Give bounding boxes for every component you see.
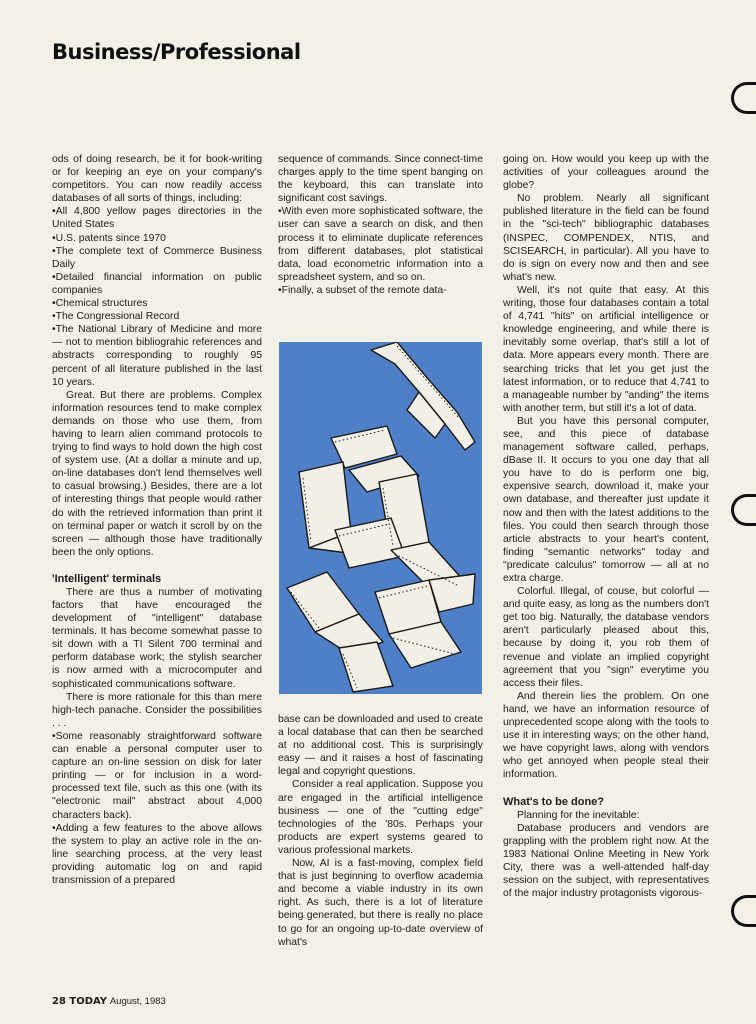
list-item: •U.S. patents since 1970 [52,232,166,244]
list-item: •Adding a few features to the above allows the system to play an active role in the on-line searching process, at the very least providing automatic log on and rapid transmission of a prepared [52,822,262,886]
list-item: •Some reasonably straightforward software can enable a personal computer user to capture an on-line session on disk for later printing — or for inclusion in a word-processed text file, such as this one (with its "electronic mail" abstract about 4,000 characters back). [52,730,262,821]
subheading: What's to be done? [503,795,604,808]
column-3 [503,153,709,900]
paragraph: There are thus a number of motivating factors that have encouraged the development of "intelligent" database terminals. It has become somewhat passe to sit down with a TI Silent 700 terminal and perform database work; the stylish searcher is now armed with a microcomputer and sophisticated communications software. [52,586,262,690]
binder-hole-mark [731,82,756,114]
paper-ribbon-image [279,342,482,694]
paragraph: There is more rationale for this than mere high-tech panache. Consider the possibilities . . . [52,691,262,729]
column-2-bottom [278,713,483,949]
paragraph: Now, AI is a fast-moving, complex field that is just beginning to overflow academia and become a viable industry in its own right. As such, there is a lot of literature being generated, but there is really no place to go for an ongoing up-to-date overview of what's [278,858,483,948]
paragraph: Great. But there are problems. Complex information resources tend to make complex demands on those who use them, from having to learn alien command protocols to trying to find ways to hold down the high cost of system use. (At a dollar a minute and up, on-line databases don't lend themselves well to casual browsing.) Besides, there are a lot of interesting things that people would rather do with the retrieved information than print it on terminal paper or watch it scroll by on the screen — although those have traditionally been the only options. [52,389,262,558]
paragraph: going on. How would you keep up with the activities of your colleagues around the globe? [503,154,709,192]
page-footer [52,996,166,1007]
paragraph: And therein lies the problem. On one hand, we have an information resource of unprecedented scope along with the tools to use it in interesting ways; on the other hand, we have copyright laws, along with vendors who get annoyed when people steal their information. [503,690,709,781]
paragraph: But you have this personal computer, see, and this piece of database management software called, perhaps, dBase II. It occurs to you one day that all you have to do is perform one big, expensive search, download it, make your own database, and thereafter just update it now and then with the latest additions to the files. You could then search through those article abstracts to your heart's content, finding "semantic networks" today and "predicate calculus" tomorrow — all at no extra charge. [503,415,709,584]
paragraph: Well, it's not quite that easy. At this writing, those four databases contain a total of 4,741 "hits" on artificial intelligence or knowledge engineering, and while there is inevitably some overlap, that's still a lot of data. More appears every month. There are searching tricks that let you get just the latest information, or to reduce that 4,741 to a manageable number by "anding" the items with another term, but still it's a lot of data. [503,284,709,414]
binder-hole-mark [731,494,756,526]
issue-date: August, 1983 [109,996,166,1007]
list-item: •With even more sophisticated software, the user can save a search on disk, and then process it to eliminate duplicate references from different databases, plot statistical data, load econometric information into a spreadsheet system, and so on. [278,206,483,283]
paragraph: ods of doing research, be it for book-writing or for keeping an eye on your company's competitors. You can now readily access databases of all sorts of things, including: [52,154,262,205]
list-item: •Finally, a subset of the remote data- [278,284,447,296]
list-item: •The complete text of Commerce Business Daily [52,245,262,270]
paragraph: Colorful. Illegal, of couse, but colorful — and quite easy, as long as the numbers don't get too big. Naturally, the database vendors aren't particularly pleased about this, because by doing it, you rob them of revenue and violate an implied copyright agreement that you "sign" everytime you access their files. [503,586,709,689]
list-item: •All 4,800 yellow pages directories in the United States [52,206,262,231]
paragraph: Consider a real application. Suppose you are engaged in the artificial intelligence business — one of the "cutting edge" technologies of the '80s. Perhaps your products are expert systems geared to various professional markets. [278,779,483,856]
paragraph: No problem. Nearly all significant published literature in the field can be found in the "sci-tech" bibliographic databases (INSPEC, COMPENDEX, NTIS, and SCISEARCH, in particular). All you have to do is sign on every now and then and see what's new. [503,193,709,283]
column-1 [52,153,262,887]
subheading: 'Intelligent' terminals [52,572,162,585]
list-item: •The Congressional Record [52,311,180,323]
paragraph: base can be downloaded and used to create a local database that can then be searched at no additional cost. This is surprisingly easy — and it raises a host of fascinating legal and copyright questions. [278,714,483,778]
column-2-top [278,153,483,297]
section-heading: Business/Professional [52,40,301,64]
paragraph: Planning for the inevitable: [517,809,640,821]
binder-hole-mark [731,895,756,927]
list-item: •Detailed financial information on public companies [52,271,262,296]
paragraph: sequence of commands. Since connect-time charges apply to the time spent banging on the keyboard, this can translate into significant cost savings. [278,154,483,205]
list-item: •Chemical structures [52,298,148,310]
illustration-paper-ribbon [279,342,482,694]
list-item: •The National Library of Medicine and more — not to mention bibliograhic references and abstracts corresponding to roughly 95 percent of all literature published in the last 10 years. [52,324,262,388]
page-number: 28 TODAY [52,996,108,1007]
paragraph: Database producers and vendors are grappling with the problem right now. At the 1983 National Online Meeting in New York City, there was a well-attended half-day session on the subject, with representatives of the major industry protagonists vigorous- [503,822,709,900]
